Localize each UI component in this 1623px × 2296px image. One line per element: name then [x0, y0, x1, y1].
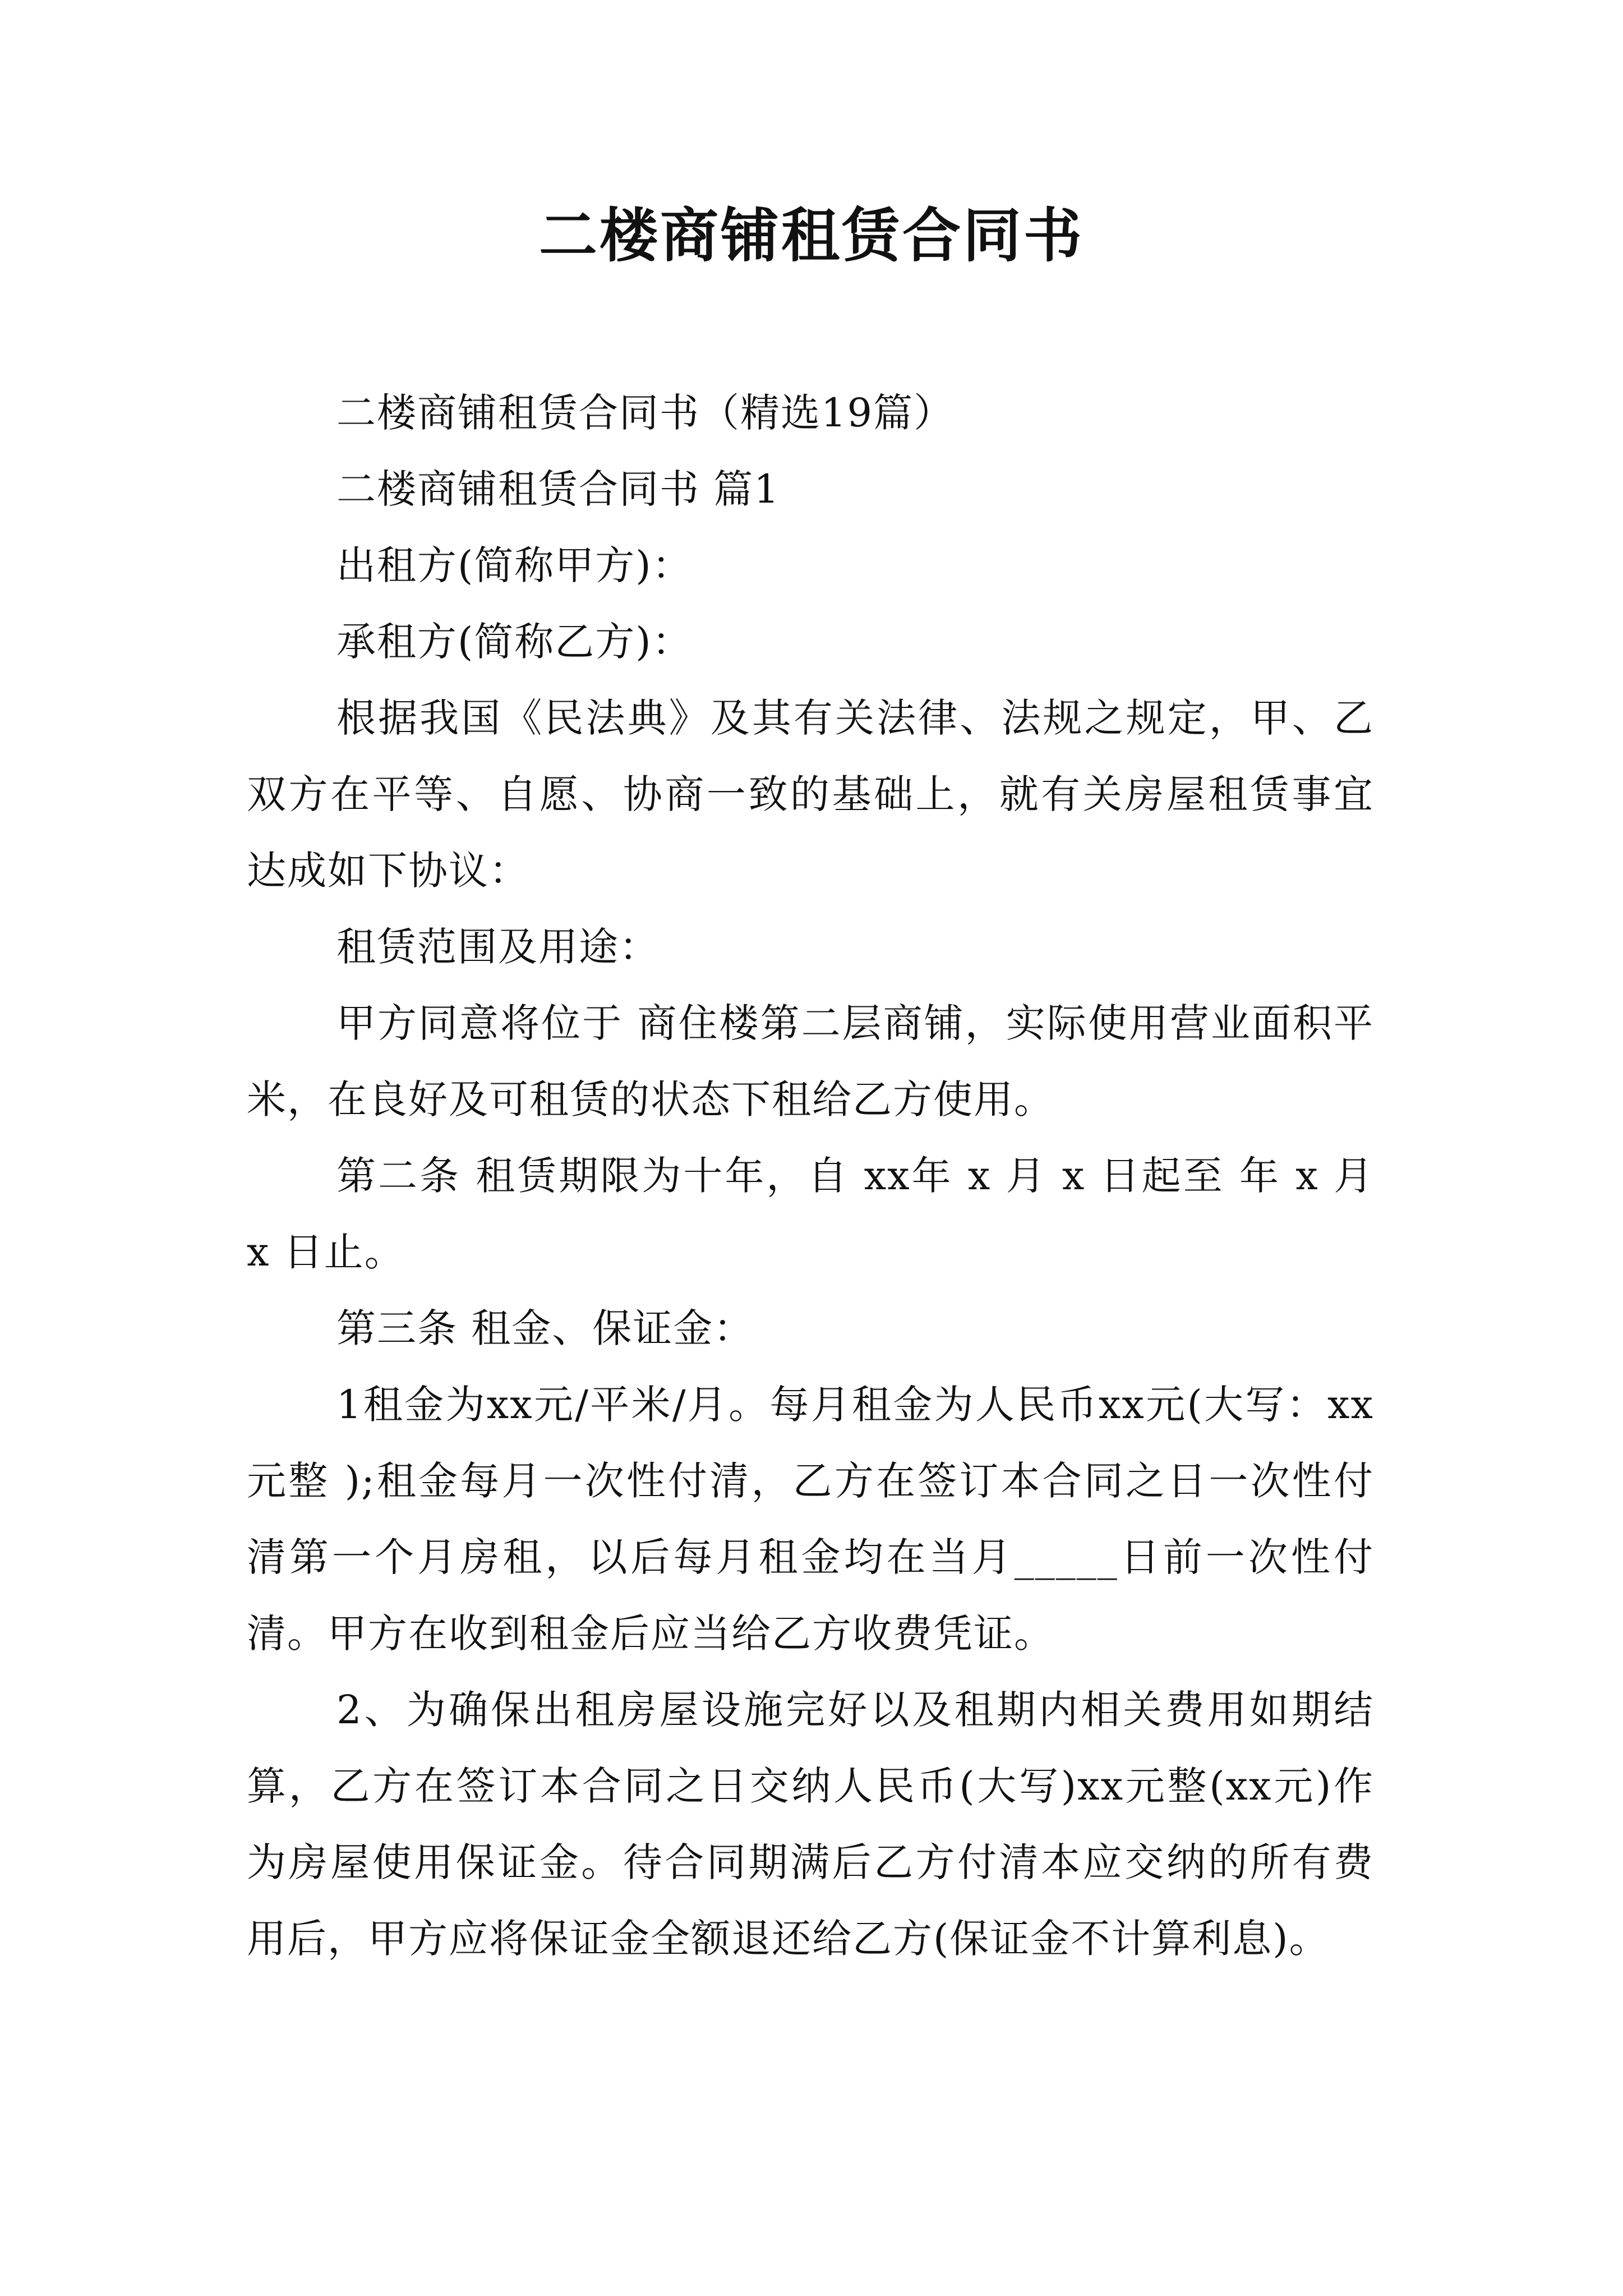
paragraph-lessee: 承租方(简称乙方)：	[336, 619, 693, 665]
paragraph-section-heading: 二楼商铺租赁合同书 篇1	[336, 466, 780, 512]
paragraph-deposit: 2、为确保出租房屋设施完好以及租期内相关费用如期结算，乙方在签订本合同之日交纳人民币(大写)xx元整(xx元)作为房屋使用保证金。待合同期满后乙方付清本应交纳的所有费用后，甲方应将保证金全额退还给乙方(保证金不计算利息)。	[247, 1687, 1374, 1962]
paragraph-preamble: 根据我国《民法典》及其有关法律、法规之规定，甲、乙双方在平等、自愿、协商一致的基础上，就有关房屋租赁事宜达成如下协议：	[247, 695, 1374, 894]
paragraph-rent: 1租金为xx元/平米/月。每月租金为人民币xx元(大写：xx元整 );租金每月一次性付清，乙方在签订本合同之日一次性付清第一个月房租，以后每月租金均在当月_____日前一次性付清。甲方在收到租金后应当给乙方收费凭证。	[247, 1382, 1374, 1657]
paragraph-scope: 甲方同意将位于 商住楼第二层商铺，实际使用营业面积平米，在良好及可租赁的状态下租给乙方使用。	[247, 1000, 1374, 1122]
paragraph-subtitle: 二楼商铺租赁合同书（精选19篇）	[336, 390, 955, 436]
paragraph-term: 第二条 租赁期限为十年，自 xx年 x 月 x 日起至 年 x 月 x 日止。	[247, 1153, 1374, 1275]
paragraph-rent-heading: 第三条 租金、保证金：	[336, 1305, 754, 1351]
document-body	[247, 375, 1374, 1977]
paragraph-scope-heading: 租赁范围及用途：	[336, 924, 660, 970]
paragraph-lessor: 出租方(简称甲方)：	[336, 542, 693, 588]
document-title: 二楼商铺租赁合同书	[538, 201, 1084, 270]
